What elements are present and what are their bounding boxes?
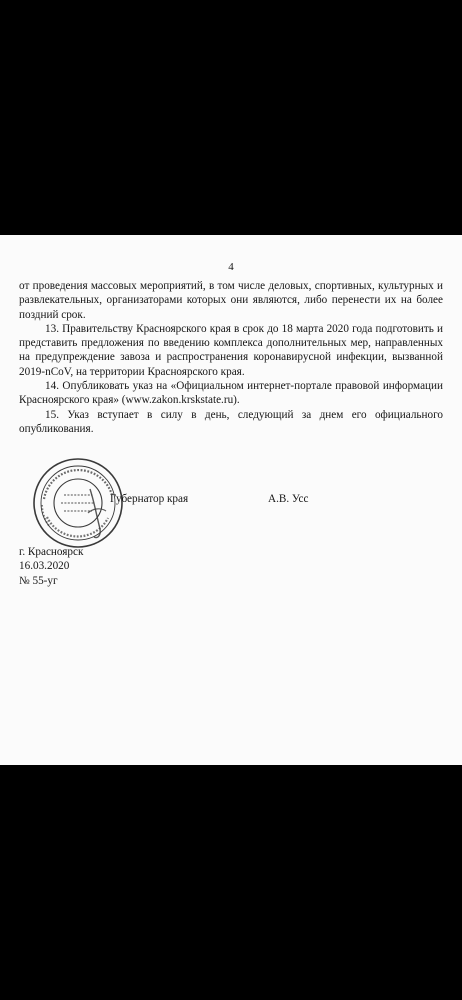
paragraph-13: 13. Правительству Красноярского края в срок до 18 марта 2020 года подготовить и представить предложения по введению комплекса дополнительных мер, направленных на предупреждение завоза и распространения коронавирусной инфекции, вызванной 2019-nCoV, на территории Красноярского края. (19, 322, 443, 378)
page-number: 4 (228, 261, 234, 273)
document-body (19, 279, 443, 436)
document-page (0, 235, 462, 765)
signature-name: А.В. Усс (268, 493, 309, 505)
place-of-issue: г. Красноярск (19, 546, 84, 558)
decree-number: № 55-уг (19, 574, 58, 587)
document-footer (19, 545, 83, 588)
paragraph-continuation: от проведения массовых мероприятий, в том числе деловых, спортивных, культурных и развлекательных, организаторами которых они являются, либо перенести их на более поздний срок. (19, 280, 443, 321)
paragraph-14: 14. Опубликовать указ на «Официальном интернет-портале правовой информации Красноярского края» (www.zakon.krskstate.ru). (19, 380, 443, 407)
signature-title: Губернатор края (110, 493, 189, 505)
issue-date: 16.03.2020 (19, 560, 70, 573)
paragraph-15: 15. Указ вступает в силу в день, следующий за днем его официального опубликования. (19, 408, 443, 435)
